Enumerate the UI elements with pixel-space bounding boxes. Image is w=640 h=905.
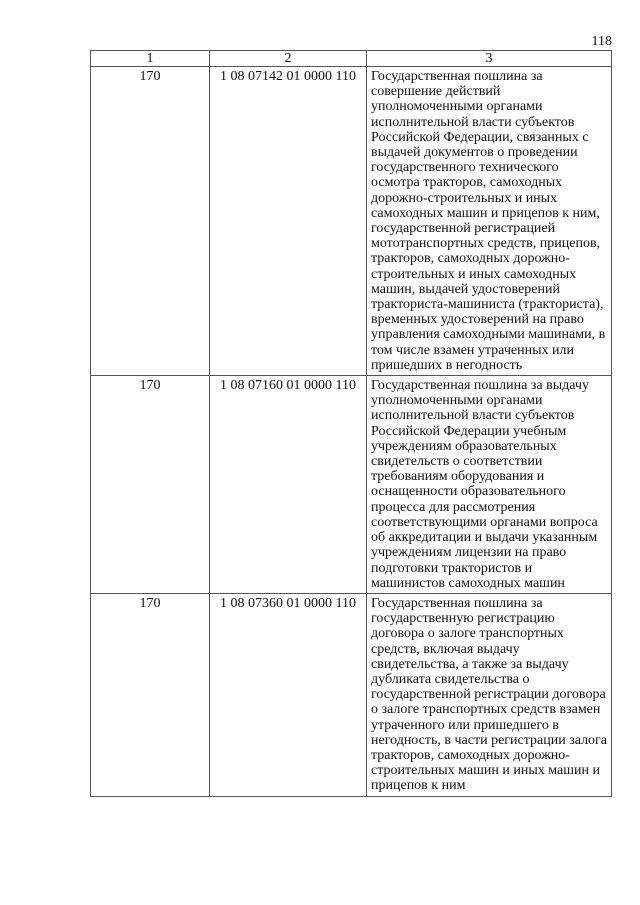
description-line: выдачей документов о проведении [371,145,578,161]
description-line: государственной регистрации договора [371,687,606,703]
description-line: дубликата свидетельства о [371,671,530,687]
description-line: тракторов, самоходных дорожно- [371,747,570,763]
description-line: негодность, в части регистрации залога [371,732,608,748]
budget-code-cell: 1 08 07142 01 0000 110 [210,67,367,376]
page-number: 118 [591,34,612,49]
description-line: государственной регистрацией [371,221,556,237]
description-line: свидетельств о соответствии [371,454,543,470]
description-line: учреждениям лицензии на право [371,545,567,561]
description-line: тракторов, самоходных дорожно- [371,251,570,267]
description-line: соответствующими органами вопроса [371,514,598,530]
table-row [91,593,612,796]
description-line: самоходных машин и прицепов к ним, [371,205,600,221]
header-col-1: 1 [91,51,210,67]
description-line: строительных и иных самоходных [371,266,577,282]
description-line: управления самоходными машинами, в [371,327,606,343]
admin-code-cell: 170 [91,593,210,796]
table-row [91,67,612,376]
description-cell [367,593,612,796]
description-cell [367,67,612,376]
budget-code-cell: 1 08 07160 01 0000 110 [210,376,367,594]
description-line: дорожно-строительных и иных [371,190,558,206]
description-line: исполнительной власти субъектов [371,408,575,424]
table-row [91,376,612,594]
description-line: строительных машин и иных машин и [371,763,600,779]
description-line: том числе взамен утраченных или [371,342,574,358]
description-line: прицепов к ним [371,778,466,794]
admin-code-cell: 170 [91,376,210,594]
description-line: исполнительной власти субъектов [371,114,575,130]
description-line: требованиям оборудования и [371,469,545,485]
description-cell [367,376,612,594]
budget-code-cell: 1 08 07360 01 0000 110 [210,593,367,796]
description-line: машинистов самоходных машин [371,575,565,591]
description-line: временных удостоверений на право [371,312,584,328]
description-line: государственную регистрацию [371,611,555,627]
description-line: Государственная пошлина за [371,595,543,611]
description-line: государственного технического [371,160,559,176]
description-line: Государственная пошлина за [371,69,543,84]
description-line: совершение действий [371,84,501,100]
header-col-3: 3 [367,51,612,67]
description-line: уполномоченными органами [371,393,543,409]
description-line: мототранспортных средств, прицепов, [371,236,601,252]
description-line: Государственная пошлина за выдачу [371,378,589,394]
description-line: пришедших в негодность [371,357,523,373]
description-line: об аккредитации и выдачи указанным [371,530,598,546]
description-line: о залоге транспортных средств взамен [371,702,601,718]
description-line: уполномоченными органами [371,99,543,115]
table-header-row [91,51,612,67]
description-line: тракториста-машиниста (тракториста), [371,297,604,313]
description-line: утраченного или пришедшего в [371,717,559,733]
fee-table [90,50,612,797]
description-line: Российской Федерации, связанных с [371,129,589,145]
description-line: средств, включая выдачу [371,641,520,657]
description-line: Российской Федерации учебным [371,423,567,439]
description-line: подготовки трактористов и [371,560,533,576]
description-line: осмотра тракторов, самоходных [371,175,563,191]
description-line: машин, выдачей удостоверений [371,281,560,297]
description-line: учреждениям образовательных [371,438,557,454]
description-line: процесса для рассмотрения [371,499,536,515]
description-line: свидетельства, а также за выдачу [371,656,569,672]
description-line: договора о залоге транспортных [371,626,564,642]
admin-code-cell: 170 [91,67,210,376]
description-line: оснащенности образовательного [371,484,566,500]
header-col-2: 2 [210,51,367,67]
